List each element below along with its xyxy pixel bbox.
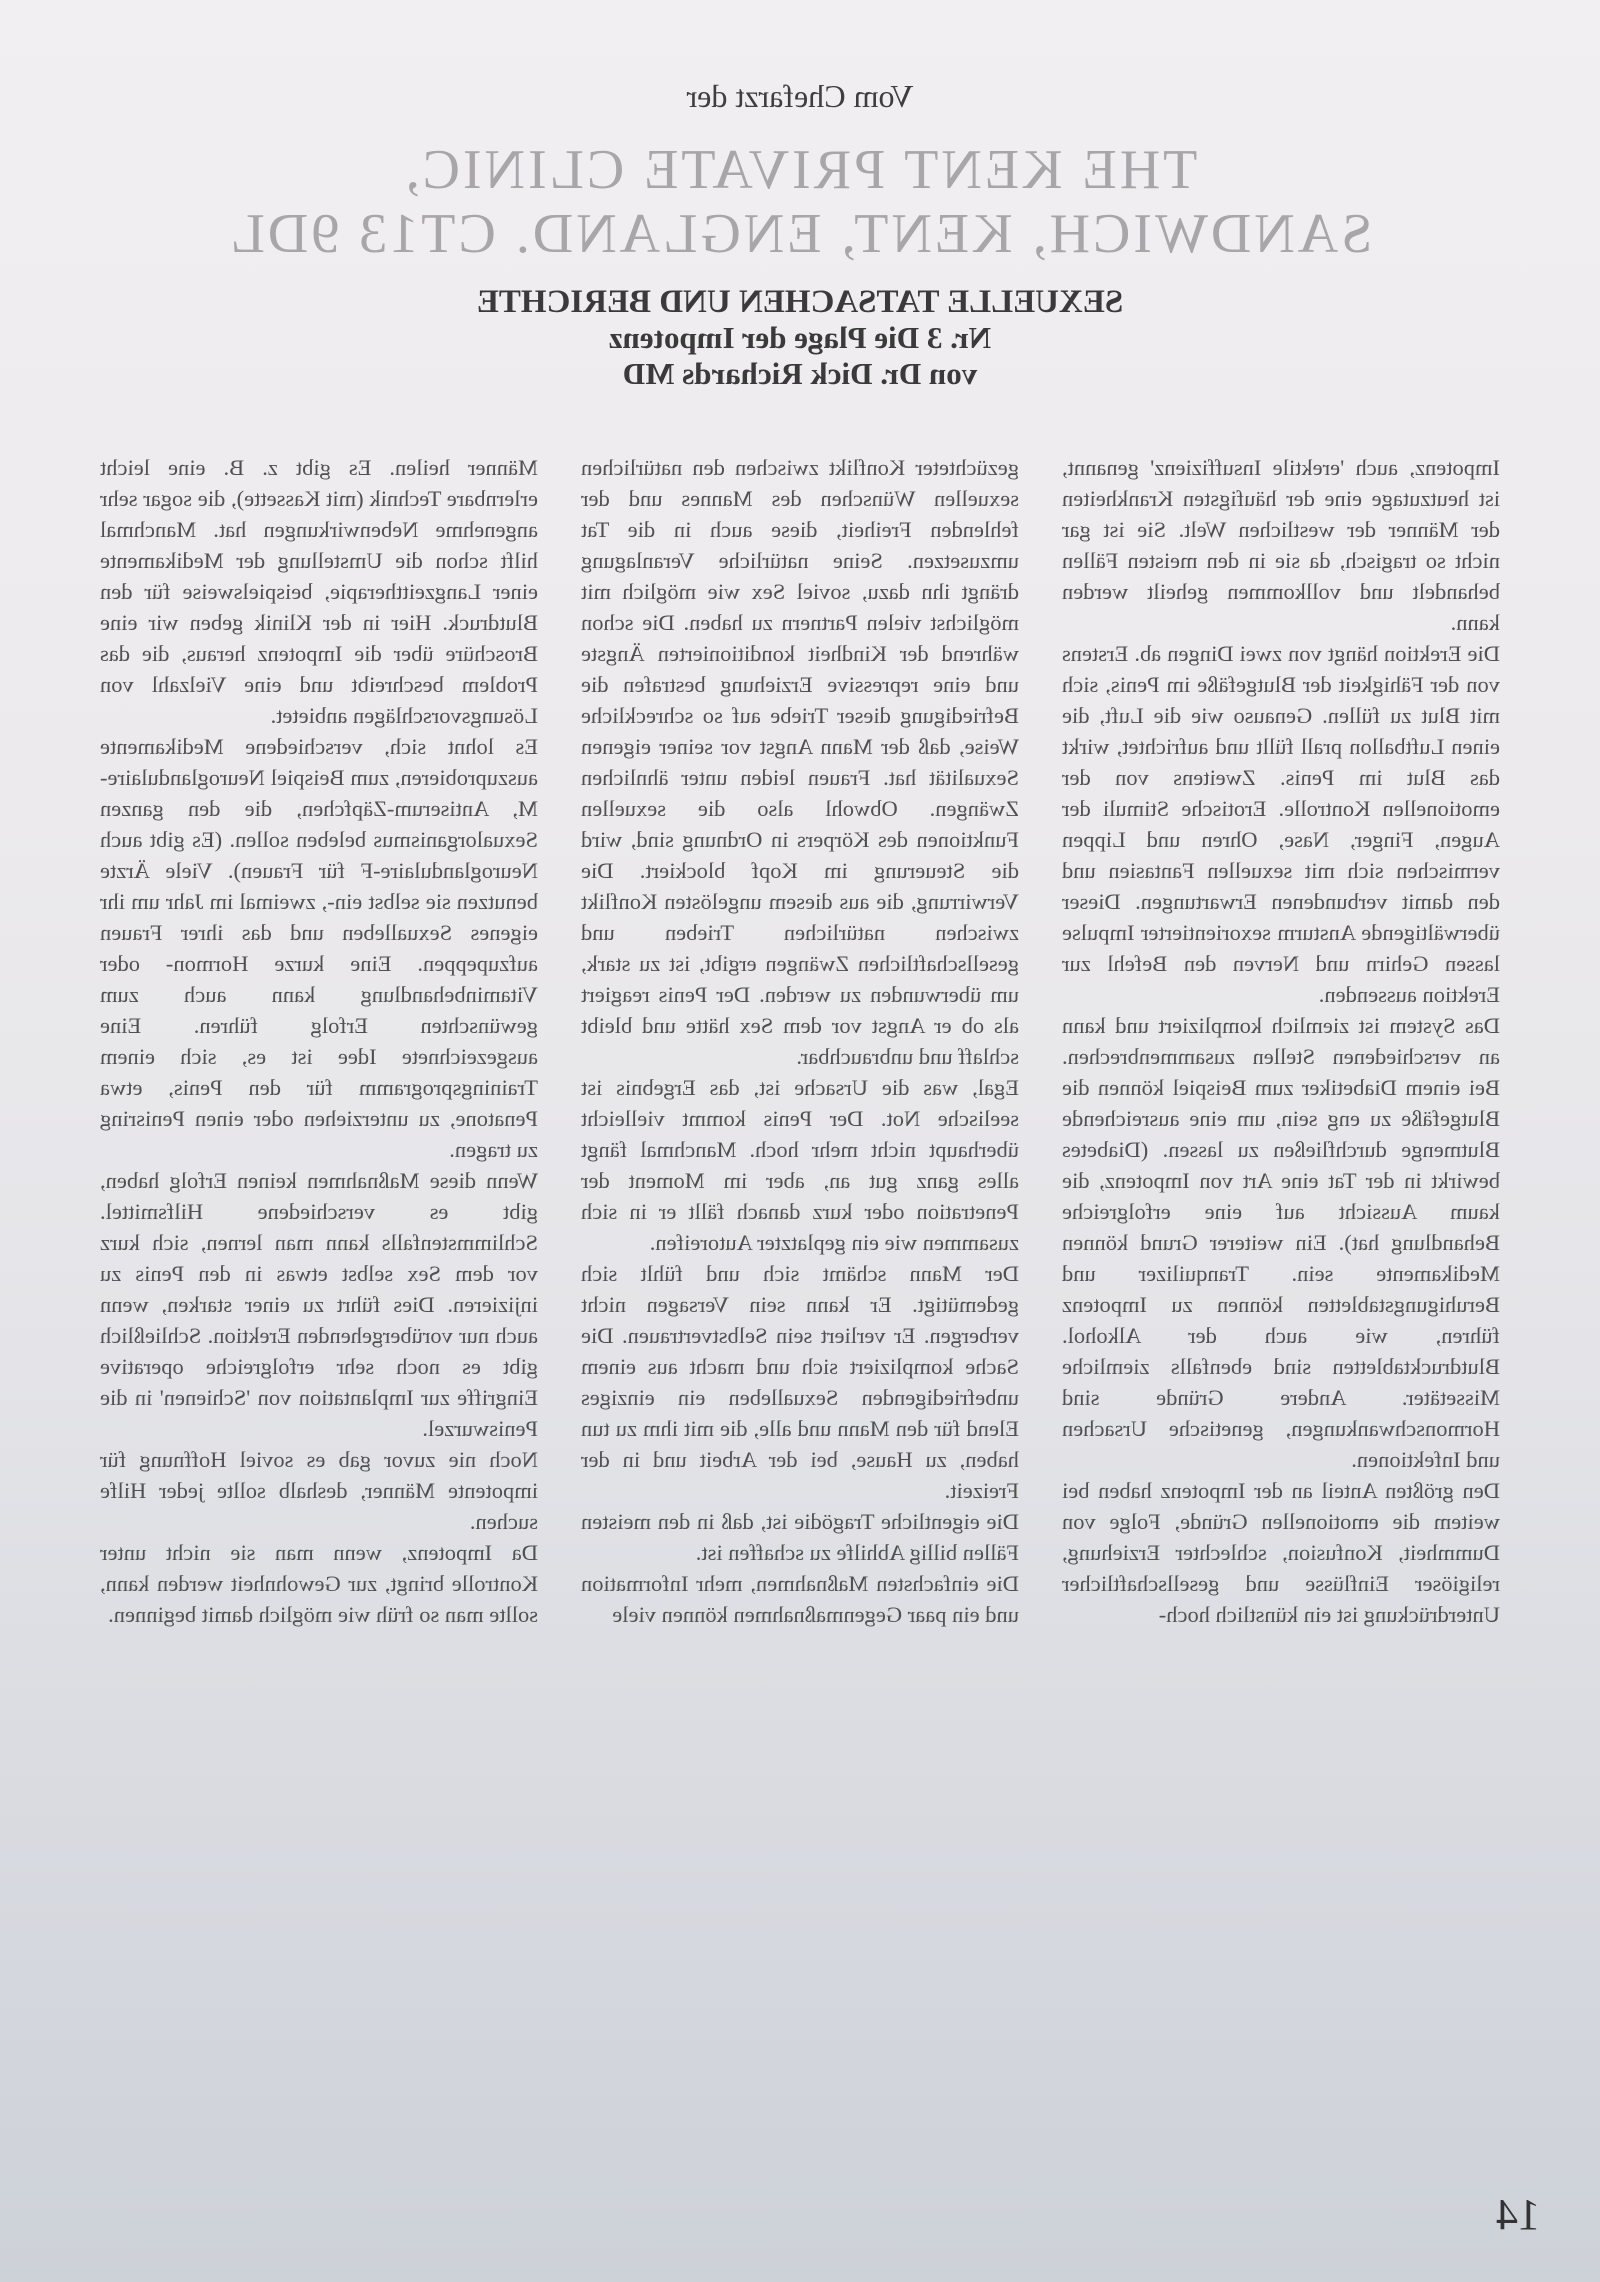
paragraph: Der Mann schämt sich und fühlt sich gedemütigt. Er kann sein Versagen nicht verbergen. Er verliert sein Selbstvertrauen. Die Sache kompliziert sich und macht aus einem unbefriedigenden Sexualleben ein einziges Elend für den Mann und alle, die mit ihm zu tun haben, zu Hause, bei der Arbeit und in der Freizeit. [581,1261,1019,1503]
paragraph: Den größten Anteil an der Impotenz haben bei weitem die emotionellen Gründe, Folge von Dummheit, Konfusion, schlechter Erziehung, religiöser Einflüsse und gesellschaftlicher Unterdrückung ist ein künstlich hoch- [1062,1478,1500,1627]
paragraph: Impotenz, auch 'erektile Insuffizienz' genannt, ist heutzutage eine der häufigsten Krankheiten der Männer der westlichen Welt. Sie ist gar nicht so tragisch, da sie in den meisten Fällen behandelt und vollkommen geheilt werden kann. [1062,455,1500,635]
clinic-address-line: SANDWICH, KENT, ENGLAND. CT13 9DL [227,203,1373,265]
paragraph: Wenn diese Maßnahmen keinen Erfolg haben, gibt es verschiedene Hilfsmittel. Schlimmstenfalls kann man lernen, sich kurz vor dem Sex selbst etwas in den Penis zu injizieren. Dies führt zu einer starken, wenn auch nur vorübergehenden Erektion. Schließlich gibt es noch sehr erfolgreiche operative Eingriffe zur Implantation von 'Schienen' in die Peniswurzel. [100,1168,538,1441]
paragraph: Die Erektion hängt von zwei Dingen ab. Erstens von der Fähigkeit der Blutgefäße im Penis, sich mit Blut zu füllen. Genauso wie die Luft, die einen Luftballon prall füllt und aufrichtet, wirkt das Blut im Penis. Zweitens von der emotionellen Kontrolle. Erotische Stimuli der Augen, Finger, Nase, Ohren und Lippen vermischen sich mit sexuellen Fantasien und den damit verbundenen Erwartungen. Dieser überwältigende Ansturm sexorientierter Impulse lassen Gehirn und Nerven den Befehl zur Erektion aussenden. [1062,641,1500,1007]
paragraph: Die einfachsten Maßnahmen, mehr Information und ein paar Gegenmaßnahmen können viele [581,1571,1019,1627]
paragraph: Noch nie zuvor gab es soviel Hoffnung für impotente Männer, deshalb sollte jeder Hilfe suchen. [100,1447,538,1534]
paragraph: gezüchteter Konflikt zwischen den natürlichen sexuellen Wünschen des Mannes und der fehlenden Freiheit, diese auch in die Tat umzusetzen. Seine natürliche Veranlagung drängt ihn dazu, soviel Sex wie möglich mit möglichst vielen Partnern zu haben. Die schon während der Kindheit konditionierten Ängste und eine repressive Erziehung bestrafen die Befriedigung dieser Triebe auf so schreckliche Weise, daß der Mann Angst vor seiner eigenen Sexualität hat. Frauen leiden unter ähnlichen Zwängen. Obwohl also die sexuellen Funktionen des Körpers in Ordnung sind, wird die Steuerung im Kopf blockiert. Die Verwirrung, die aus diesem ungelösten Konflikt zwischen natürlichen Trieben und gesellschaftlichen Zwängen ergibt, ist zu stark, um überwunden zu werden. Der Penis reagiert als ob er Angst vor dem Sex hätte und bleibt schlaff und unbrauchbar. [581,455,1019,1069]
paragraph: Es lohnt sich, verschiedene Medikamente auszuprobieren, zum Beispiel Neuroglandulaire-M, Antiserum-Zäpfchen, die den ganzen Sexualorganismus beleben sollen. (Es gibt auch Neuroglandulaire-F für Frauen). Viele Ärzte benutzen sie selbst ein-, zweimal im Jahr um ihr eigenes Sexualleben und das ihrer Frauen aufzupeppen. Eine kurze Hormon- oder Vitaminbehandlung kann auch zum gewünschten Erfolg führen. Eine ausgezeichnete Idee ist es, sich einem Trainingsprogramm für den Penis, etwa Penatone, zu unterziehen oder einen Penisring zu tragen. [100,734,538,1162]
paragraph: Das System ist ziemlich kompliziert und kann an verschiedenen Stellen zusammenbrechen. Bei einem Diabetiker zum Beispiel können die Blutgefäße zu eng sein, um eine ausreichende Blutmenge durchfließen zu lassen. (Diabetes bewirkt in der Tat eine Art von Impotenz, die kaum Aussicht auf eine erfolgreiche Behandlung hat). Ein weiterer Grund können Medikamente sein. Tranquilizer und Beruhigungstabletten können zu Impotenz führen, wie auch der Alkohol. Blutdrucktabletten sind ebenfalls ziemliche Missetäter. Andere Gründe sind Hormonschwankungen, genetische Ursachen und Infektionen. [1062,1013,1500,1472]
author-line: von Dr. Dick Richards MD [622,356,978,391]
paragraph: Männer heilen. Es gibt z. B. eine leicht erlernbare Technik (mit Kassette), die sogar sehr angenehme Nebenwirkungen hat. Manchmal hilft schon die Umstellung der Medikamente einer Langzeittherapie, beispielsweise für den Blutdruck. Hier in der Klinik geben wir eine Broschüre über die Impotenz heraus, die das Problem beschreibt und eine Vielzahl von Lösungsvorschlägen anbietet. [100,455,538,728]
article-body [100,452,1500,2172]
series-heading-block [0,284,1600,392]
article-column-2 [581,452,1019,2172]
clinic-address-heading [0,138,1600,266]
issue-title: Nr. 3 Die Plage der Impotenz [608,320,992,355]
clinic-name-line: THE KENT PRIVATE CLINIC, [402,139,1198,201]
paragraph: Die eigentliche Tragödie ist, daß in den meisten Fällen billig Abhilfe zu schaffen ist. [581,1509,1019,1565]
series-title: SEXUELLE TATSACHEN UND BERICHTE [476,284,1124,320]
paragraph: Egal, was die Ursache ist, das Ergebnis ist seelische Not. Der Penis kommt vielleicht überhaupt nicht mehr hoch. Manchmal fängt alles ganz gut an, aber im Moment der Penetration oder kurz danach fällt er in sich zusammen wie ein geplatzter Autoreifen. [581,1075,1019,1255]
paragraph: Da Impotenz, wenn man sie nicht unter Kontrolle bringt, zur Gewohnheit werden kann, sollte man so früh wie möglich damit beginnen. [100,1540,538,1627]
article-column-1 [1062,452,1500,2172]
kicker-line: Vom Chefarzt der [686,78,914,114]
article-column-3 [100,452,538,2172]
page-number: 14 [1496,2190,1540,2239]
